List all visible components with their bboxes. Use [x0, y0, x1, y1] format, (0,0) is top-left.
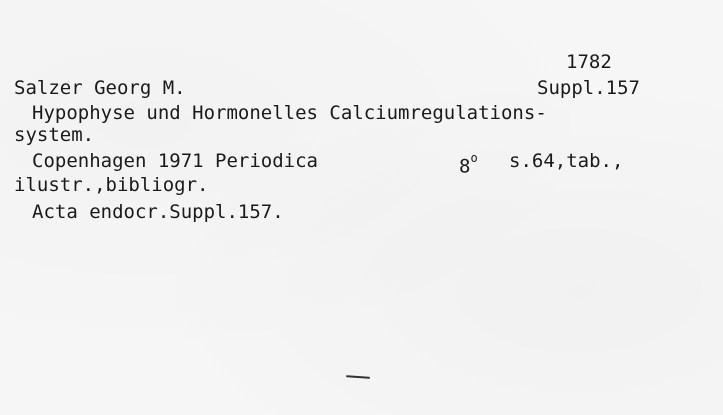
collation: s.64,tab.,: [509, 150, 624, 172]
format: [459, 150, 478, 177]
notes: ilustr.,bibliogr.: [14, 174, 209, 196]
supplement-number: Suppl.157: [537, 77, 640, 99]
pen-mark: [346, 375, 370, 379]
format-superscript: o: [470, 151, 478, 165]
card-number: 1782: [566, 51, 612, 73]
series-note: Acta endocr.Suppl.157.: [32, 201, 284, 223]
imprint: Copenhagen 1971 Periodica: [32, 150, 318, 172]
format-base: 8: [459, 155, 471, 178]
title-line-2: system.: [14, 124, 95, 146]
author: Salzer Georg M.: [14, 77, 186, 99]
title-line-1: Hypophyse und Hormonelles Calciumregulations-: [32, 102, 547, 124]
